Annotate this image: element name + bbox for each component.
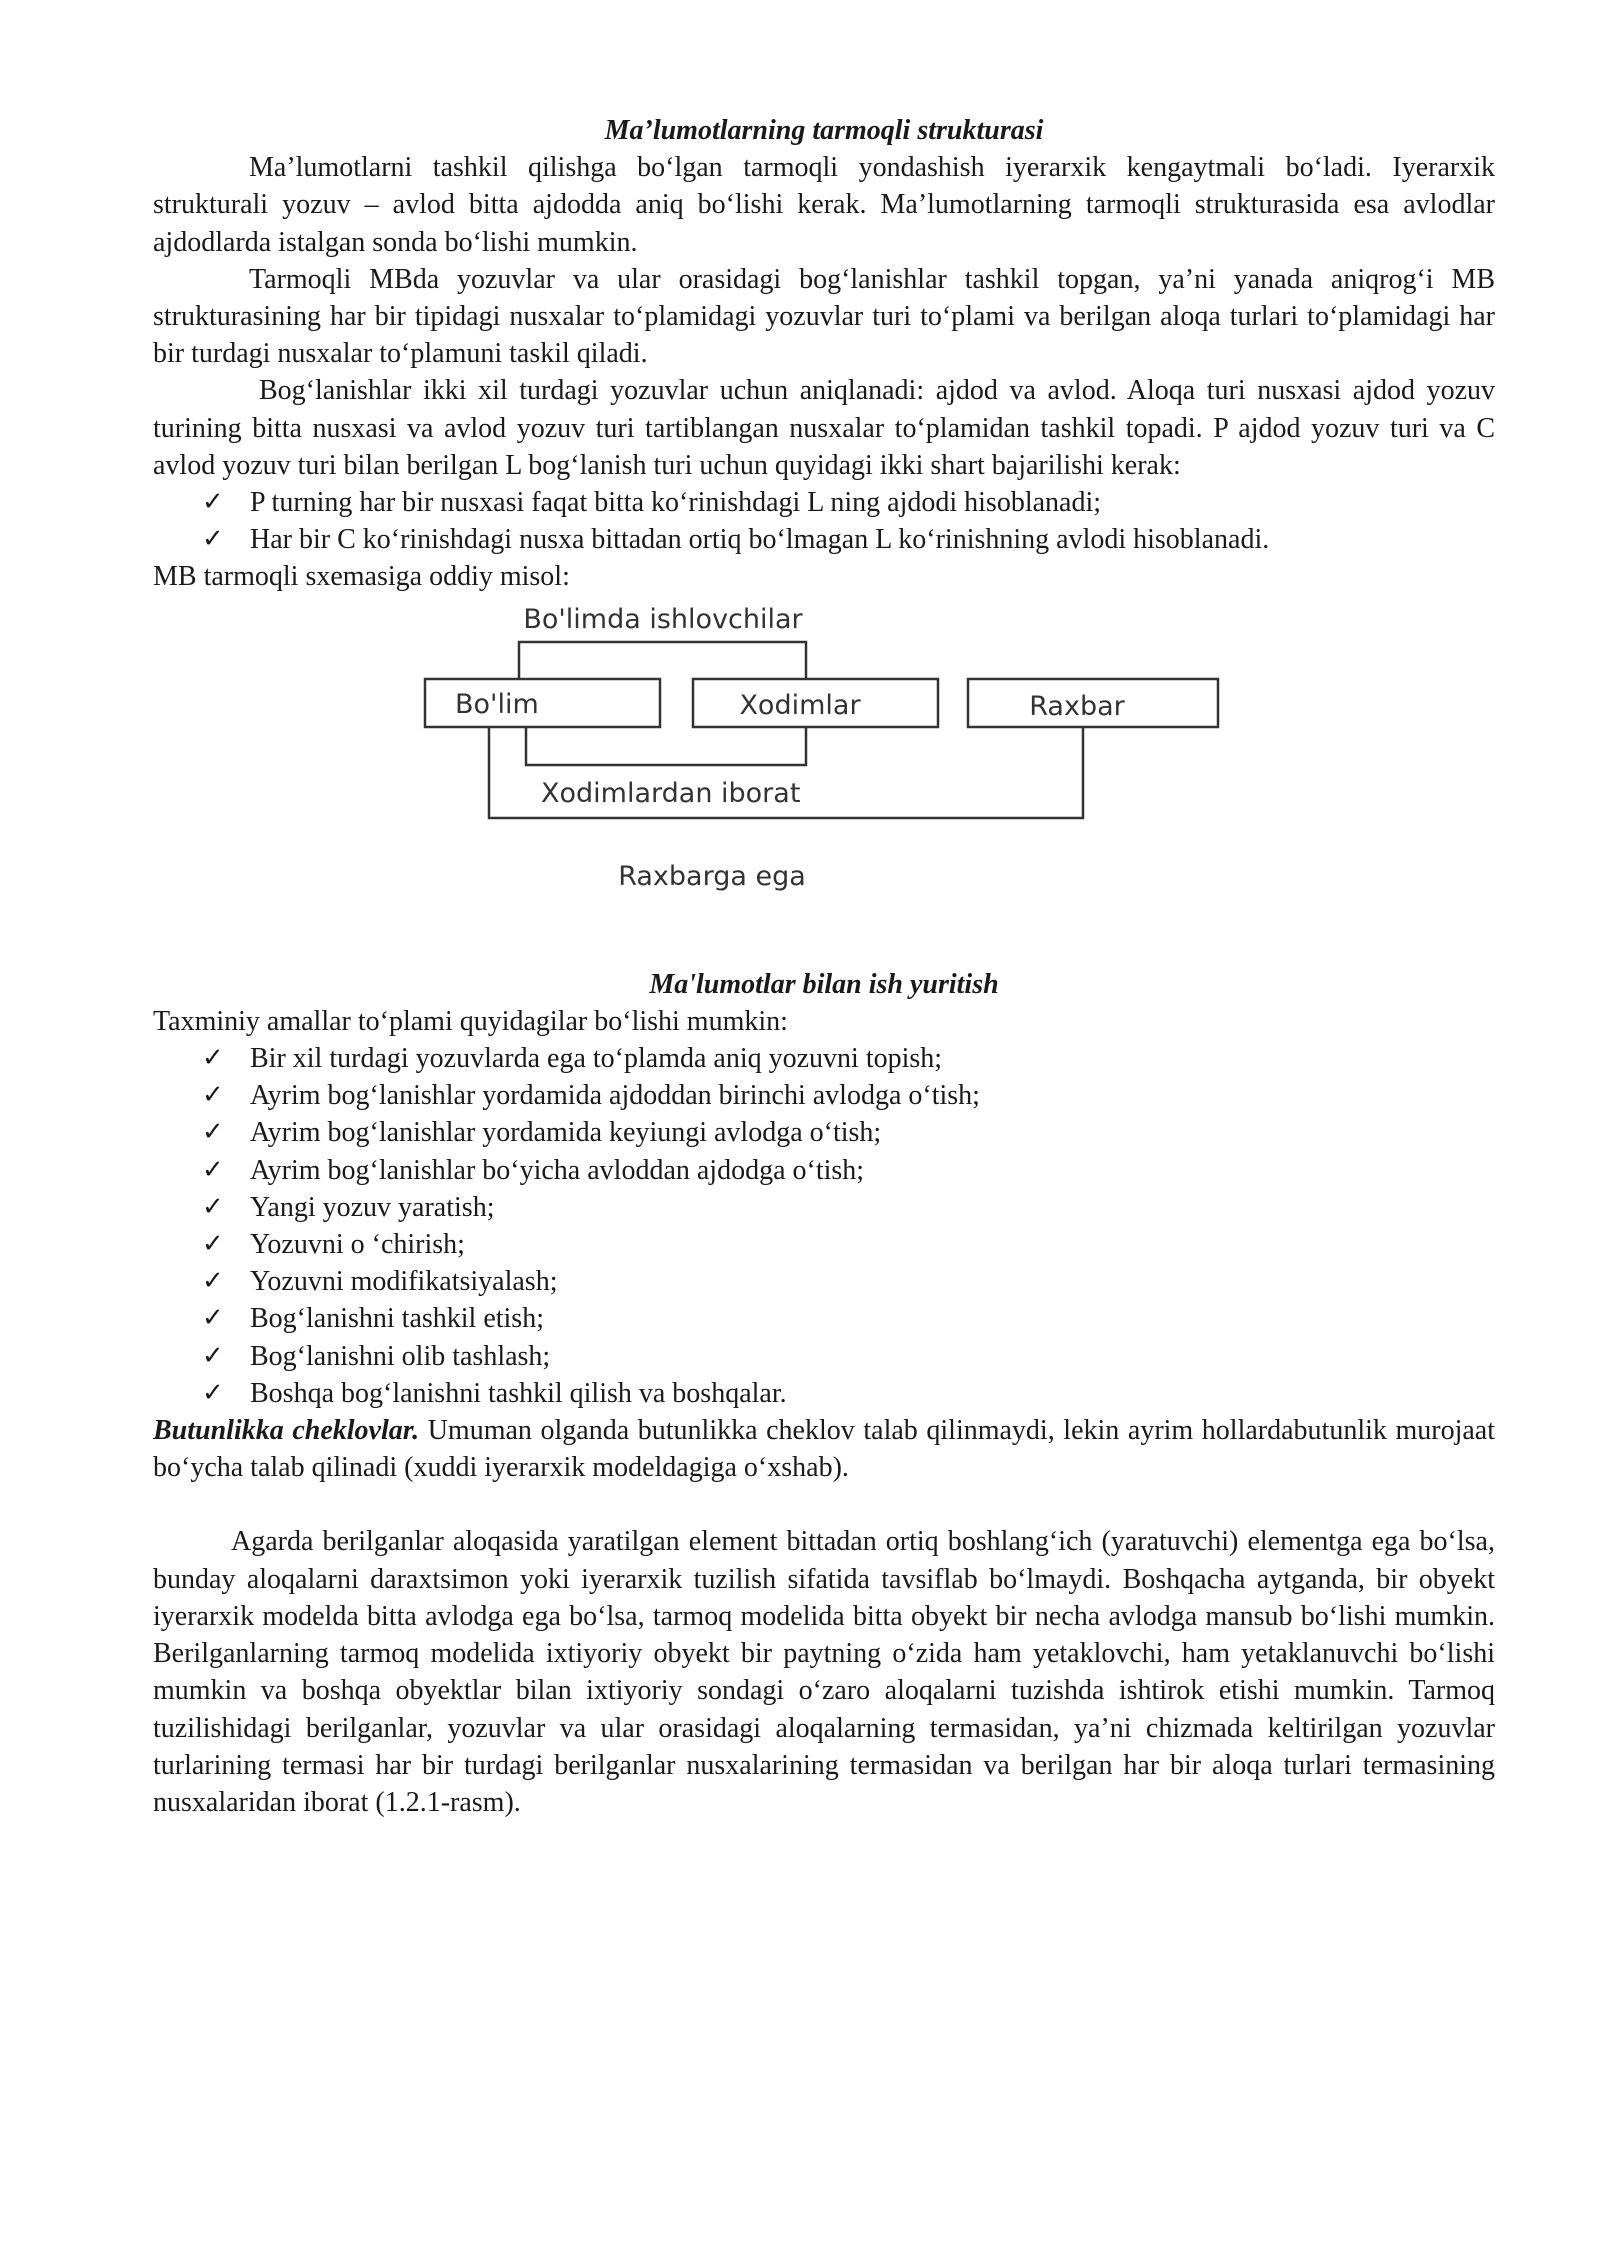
- checkmark-icon: ✓: [202, 1266, 224, 1297]
- list-item: ✓ P turning har bir nusxasi faqat bitta ko‘rinishdagi L ning ajdodi hisoblanadi;: [202, 484, 1495, 521]
- document-page: [153, 112, 1495, 1821]
- checkmark-icon: ✓: [202, 487, 224, 518]
- paragraph-example-intro: MB tarmoqli sxemasiga oddiy misol:: [153, 561, 570, 593]
- checkmark-icon: ✓: [202, 1043, 224, 1074]
- label-box-xodimlar: Xodimlar: [739, 689, 861, 721]
- paragraph-operations-intro: Taxminiy amallar to‘plami quyidagilar bo‘lishi mumkin:: [153, 1005, 788, 1037]
- checkmark-icon: ✓: [202, 1080, 224, 1111]
- checkmark-icon: ✓: [202, 1154, 224, 1185]
- connector-middle: [526, 727, 806, 765]
- paragraph-links: Bog‘lanishlar ikki xil turdagi yozuvlar uchun aniqlanadi: ajdod va avlod. Aloqa turi nusxasi ajdod yozuv turining bitta nusxasi va avlod yozuv turi tartiblangan nusxalar to‘plamidan tashkil topadi. P ajdod yozuv turi va C avlod yozuv turi bilan berilgan L bog‘lanish turi uchun quyidagi ikki shart bajarilishi kerak:: [153, 375, 1495, 481]
- list-item: ✓ Ayrim bog‘lanishlar yordamida ajdoddan birinchi avlodga o‘tish;: [202, 1077, 1495, 1114]
- label-xodimlardan-iborat: Xodimlardan iborat: [541, 777, 801, 809]
- list-item: ✓ Bir xil turdagi yozuvlarda ega to‘plamda aniq yozuvni topish;: [202, 1040, 1495, 1077]
- checkmark-icon: ✓: [202, 1377, 224, 1408]
- list-item: ✓ Boshqa bog‘lanishni tashkil qilish va boshqalar.: [202, 1375, 1495, 1412]
- network-schema-diagram: [153, 596, 1495, 966]
- integrity-text: Umuman olganda butunlikka cheklov talab qilinmaydi, lekin ayrim hollardabutunlik murojaat bo‘ycha talab qilinadi (xuddi iyerarxik modeldagiga o‘xshab).: [153, 1415, 1496, 1484]
- list-item: ✓ Bog‘lanishni tashkil etish;: [202, 1300, 1495, 1337]
- label-raxbarga-ega: Raxbarga ega: [618, 860, 806, 892]
- integrity-heading: Butunlikka cheklovlar.: [153, 1415, 420, 1447]
- list-item: ✓ Bog‘lanishni olib tashlash;: [202, 1338, 1495, 1375]
- paragraph-intro: Ma’lumotlarni tashkil qilishga bo‘lgan tarmoqli yondashish iyerarxik kengaytmali bo‘ladi. Iyerarxik strukturali yozuv – avlod bitta ajdodda aniq bo‘lishi kerak. Ma’lumotlarning tarmoqli strukturasida esa avlodlar ajdodlarda istalgan sonda bo‘lishi mumkin.: [153, 152, 1495, 258]
- list-item: ✓ Yozuvni o ‘chirish;: [202, 1226, 1495, 1263]
- section-title-network-structure: Ma’lumotlarning tarmoqli strukturasi: [604, 115, 1044, 146]
- list-item: ✓ Ayrim bog‘lanishlar bo‘yicha avloddan ajdodga o‘tish;: [202, 1152, 1495, 1189]
- label-bolimda-ishlovchilar: Bo'limda ishlovchilar: [523, 603, 803, 635]
- list-item: ✓ Har bir C ko‘rinishdagi nusxa bittadan ortiq bo‘lmagan L ko‘rinishning avlodi hisoblanadi.: [202, 521, 1495, 558]
- conditions-list: [153, 484, 1495, 558]
- paragraph-final: Agarda berilganlar aloqasida yaratilgan element bittadan ortiq boshlang‘ich (yaratuvchi) elementga ega bo‘lsa, bunday aloqalarni daraxtsimon yoki iyerarxik tuzilish sifatida tavsiflab bo‘lmaydi. Boshqacha aytganda, bir obyekt iyerarxik modelda bitta avlodga ega bo‘lsa, tarmoq modelida bitta obyekt bir necha avlodga mansub bo‘lishi mumkin. Berilganlarning tarmoq modelida ixtiyoriy obyekt bir paytning o‘zida ham yetaklovchi, ham yetaklanuvchi bo‘lishi mumkin va boshqa obyektlar bilan ixtiyoriy sondagi o‘zaro aloqalarni tuzishda ishtirok etishi mumkin. Tarmoq tuzilishidagi berilganlar, yozuvlar va ular orasidagi aloqalarning termasidan, ya’ni chizmada keltirilgan yozuvlar turlarining termasi har bir turdagi berilganlar nusxalarining termasidan va berilgan har bir aloqa turlari termasining nusxalaridan iborat (1.2.1-rasm).: [153, 1526, 1495, 1818]
- paragraph-integrity: [153, 1412, 1495, 1486]
- checkmark-icon: ✓: [202, 1229, 224, 1260]
- list-item: ✓ Yozuvni modifikatsiyalash;: [202, 1263, 1495, 1300]
- label-box-bolim: Bo'lim: [455, 688, 539, 720]
- checkmark-icon: ✓: [202, 1191, 224, 1222]
- checkmark-icon: ✓: [202, 524, 224, 555]
- checkmark-icon: ✓: [202, 1117, 224, 1148]
- section-title-data-operations: Ma'lumotlar bilan ish yuritish: [649, 968, 999, 1000]
- connector-top: [519, 642, 806, 679]
- checkmark-icon: ✓: [202, 1303, 224, 1334]
- list-item: ✓ Ayrim bog‘lanishlar yordamida keyiungi avlodga o‘tish;: [202, 1114, 1495, 1151]
- label-box-raxbar: Raxbar: [1029, 690, 1125, 722]
- list-item: ✓ Yangi yozuv yaratish;: [202, 1189, 1495, 1226]
- paragraph-network-db: Tarmoqli MBda yozuvlar va ular orasidagi bog‘lanishlar tashkil topgan, ya’ni yanada aniqrog‘i MB strukturasining har bir tipidagi nusxalar to‘plamidagi yozuvlar turi to‘plami va berilgan aloqa turlari to‘plamidagi har bir turdagi nusxalar to‘plamuni taskil qiladi.: [153, 263, 1495, 370]
- network-schema-svg: [153, 596, 1495, 966]
- operations-list: [153, 1040, 1495, 1412]
- blank-line: [153, 1486, 1495, 1523]
- checkmark-icon: ✓: [202, 1340, 224, 1371]
